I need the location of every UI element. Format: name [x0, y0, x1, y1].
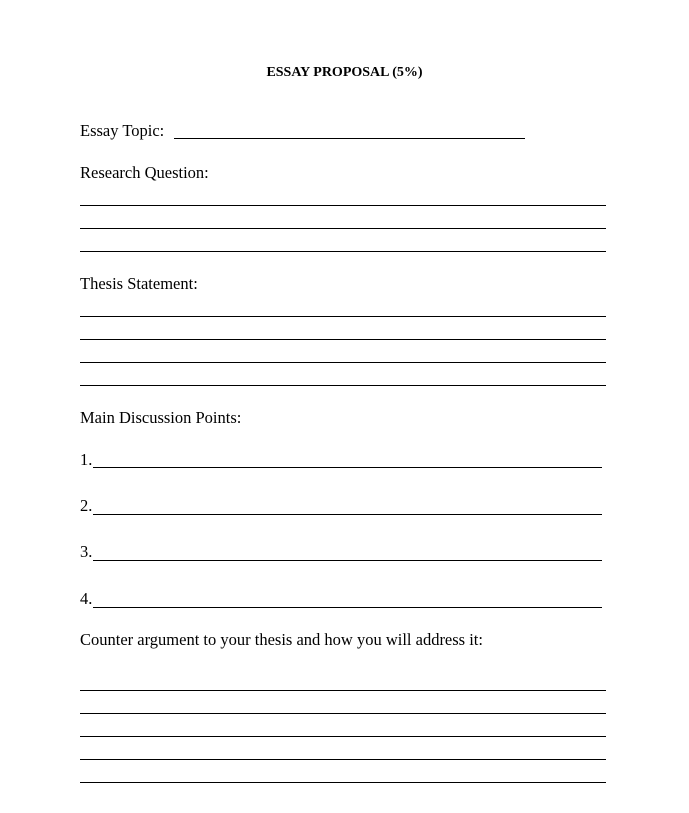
thesis-statement-line-4[interactable]: [80, 385, 606, 386]
thesis-statement-line-3[interactable]: [80, 362, 606, 363]
point-3-blank-line[interactable]: [93, 560, 602, 561]
research-question-line-2[interactable]: [80, 228, 606, 229]
point-number-3: 3.: [80, 542, 93, 561]
point-1-blank-line[interactable]: [93, 467, 602, 468]
point-number-4: 4.: [80, 589, 93, 608]
research-question-label: Research Question:: [80, 163, 209, 182]
essay-topic-label: Essay Topic:: [80, 121, 165, 140]
counter-argument-line-2[interactable]: [80, 713, 606, 714]
counter-argument-line-5[interactable]: [80, 782, 606, 783]
counter-argument-line-4[interactable]: [80, 759, 606, 760]
thesis-statement-line-1[interactable]: [80, 316, 606, 317]
counter-argument-line-1[interactable]: [80, 690, 606, 691]
main-discussion-points-label: Main Discussion Points:: [80, 408, 242, 427]
point-number-2: 2.: [80, 496, 93, 515]
point-4-blank-line[interactable]: [93, 607, 602, 608]
point-2-blank-line[interactable]: [93, 514, 602, 515]
thesis-statement-line-2[interactable]: [80, 339, 606, 340]
thesis-statement-label: Thesis Statement:: [80, 274, 198, 293]
research-question-line-3[interactable]: [80, 251, 606, 252]
page-title: ESSAY PROPOSAL (5%): [266, 65, 423, 80]
research-question-line-1[interactable]: [80, 205, 606, 206]
point-number-1: 1.: [80, 450, 93, 469]
counter-argument-label: Counter argument to your thesis and how you will address it:: [80, 630, 483, 649]
counter-argument-line-3[interactable]: [80, 736, 606, 737]
essay-topic-blank-line[interactable]: [174, 138, 525, 139]
